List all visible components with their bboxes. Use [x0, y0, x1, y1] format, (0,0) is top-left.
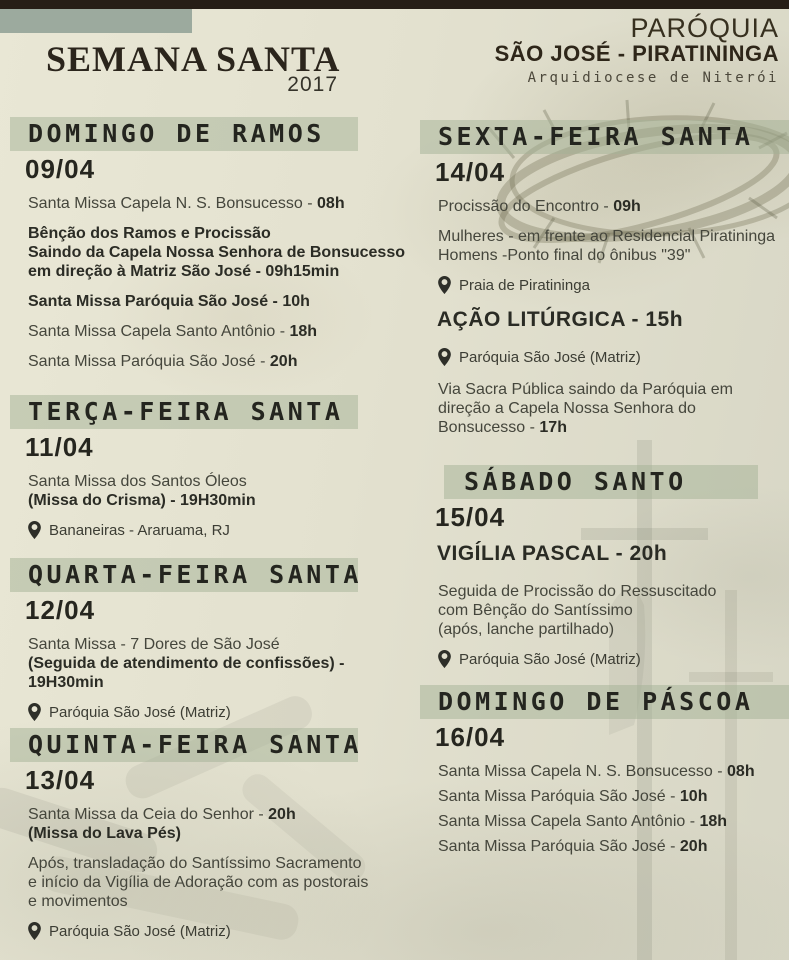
- text-segment: Santa Missa da Ceia do Senhor -: [28, 806, 269, 823]
- location-line: [438, 348, 789, 366]
- text-segment: Santa Missa Paróquia São José -: [438, 788, 680, 805]
- schedule-entry: [28, 635, 414, 692]
- location-pin-icon: [28, 703, 41, 721]
- location-line: [28, 922, 414, 940]
- section-pascoa: [420, 685, 789, 862]
- section-sabado: [420, 465, 789, 682]
- text-segment: 10h: [679, 788, 708, 805]
- text-segment: (Missa do Lava Pés): [28, 825, 181, 842]
- text-segment: e movimentos: [28, 893, 128, 910]
- archdiocese-label: Arquidiocese de Niterói: [527, 70, 779, 86]
- schedule-entry: [28, 472, 414, 510]
- schedule-entry: [438, 787, 789, 806]
- event-subheading: AÇÃO LITÚRGICA - 15h: [437, 308, 684, 331]
- section-title: QUINTA-FEIRA SANTA: [10, 728, 358, 762]
- section-quarta: [10, 558, 414, 735]
- location-line: [438, 276, 789, 294]
- location-text: Praia de Piratininga: [459, 276, 590, 294]
- schedule-entry: [28, 292, 414, 311]
- text-segment: Mulheres - em frente ao Residencial Piratininga: [438, 228, 776, 245]
- schedule-entry: [438, 197, 789, 216]
- text-segment: Bênção dos Ramos e Procissão: [28, 225, 271, 242]
- schedule-entry: [28, 322, 414, 341]
- schedule-entry: [438, 380, 789, 437]
- location-pin-icon: [438, 348, 451, 366]
- text-segment: Procissão do Encontro -: [438, 198, 614, 215]
- text-segment: Homens -Ponto final do ônibus "39": [438, 247, 691, 264]
- text-segment: Após, transladação do Santíssimo Sacramento: [28, 855, 362, 872]
- text-segment: Via Sacra Pública saindo da Paróquia em: [438, 381, 733, 398]
- location-line: [28, 703, 414, 721]
- location-pin-icon: [28, 521, 41, 539]
- section-title: TERÇA-FEIRA SANTA: [10, 395, 358, 429]
- schedule-entry: [438, 837, 789, 856]
- schedule-entry: [28, 805, 414, 843]
- schedule-entry: [438, 227, 789, 265]
- schedule-entry: [28, 194, 414, 213]
- schedule-entry: [28, 352, 414, 371]
- section-date: 15/04: [435, 502, 506, 532]
- schedule-entry: [438, 812, 789, 831]
- location-text: Paróquia São José (Matriz): [459, 348, 641, 366]
- right-column: [420, 0, 789, 960]
- section-quinta: [10, 728, 414, 954]
- text-segment: Santa Missa Capela Santo Antônio -: [28, 323, 290, 340]
- text-segment: 20h: [269, 353, 298, 370]
- text-segment: Saindo da Capela Nossa Senhora de Bonsucesso: [28, 244, 405, 261]
- text-segment: (Seguida de atendimento de confissões) - 19H30min: [28, 655, 345, 691]
- event-subheading: VIGÍLIA PASCAL - 20h: [437, 542, 668, 565]
- section-date: 16/04: [435, 722, 506, 752]
- text-segment: com Bênção do Santíssimo: [438, 602, 633, 619]
- text-segment: 08h: [727, 763, 755, 780]
- location-pin-icon: [28, 922, 41, 940]
- section-date: 12/04: [25, 595, 96, 625]
- text-segment: e início da Vigília de Adoração com as postorais: [28, 874, 369, 891]
- location-text: Paróquia São José (Matriz): [49, 922, 231, 940]
- text-segment: 20h: [679, 838, 708, 855]
- text-segment: Seguida de Procissão do Ressuscitado: [438, 583, 717, 600]
- section-ramos: [10, 117, 414, 382]
- section-sexta: [420, 120, 789, 448]
- text-segment: Santa Missa - 7 Dores de São José: [28, 636, 280, 653]
- text-segment: Santa Missa Paróquia São José -: [438, 838, 680, 855]
- section-date: 11/04: [25, 432, 94, 462]
- section-title: DOMINGO DE PÁSCOA: [420, 685, 789, 719]
- location-line: [28, 521, 414, 539]
- text-segment: (Missa do Crisma) - 19H30min: [28, 492, 256, 509]
- schedule-entry: [28, 854, 414, 911]
- text-segment: Santa Missa Capela Santo Antônio -: [438, 813, 700, 830]
- location-pin-icon: [438, 276, 451, 294]
- poster-year: 2017: [287, 73, 338, 96]
- text-segment: 08h: [317, 195, 345, 212]
- location-text: Paróquia São José (Matriz): [459, 650, 641, 668]
- schedule-entry: [438, 582, 789, 639]
- schedule-entry: [438, 762, 789, 781]
- location-line: [438, 650, 789, 668]
- text-segment: direção a Capela Nossa Senhora do: [438, 400, 696, 417]
- text-segment: Santa Missa Capela N. S. Bonsucesso -: [28, 195, 318, 212]
- section-date: 13/04: [25, 765, 96, 795]
- section-terca: [10, 395, 414, 553]
- text-segment: Santa Missa Capela N. S. Bonsucesso -: [438, 763, 728, 780]
- text-segment: Bonsucesso -: [438, 419, 540, 436]
- text-segment: Santa Missa Paróquia São José -: [28, 353, 270, 370]
- section-title: DOMINGO DE RAMOS: [10, 117, 358, 151]
- text-segment: 09h: [613, 198, 641, 215]
- text-segment: em direção à Matriz São José - 09h15min: [28, 263, 340, 280]
- location-text: Paróquia São José (Matriz): [49, 703, 231, 721]
- section-date: 09/04: [25, 154, 96, 184]
- text-segment: (após, lanche partilhado): [438, 621, 615, 638]
- section-title: SEXTA-FEIRA SANTA: [420, 120, 789, 154]
- text-segment: Santa Missa Paróquia São José - 10h: [28, 293, 310, 310]
- text-segment: 18h: [699, 813, 728, 830]
- location-text: Bananeiras - Araruama, RJ: [49, 521, 230, 539]
- poster-title: SEMANA SANTA: [46, 39, 341, 79]
- text-segment: 18h: [289, 323, 318, 340]
- left-column: [10, 0, 414, 960]
- schedule-entry: [28, 224, 414, 281]
- section-title: SÁBADO SANTO: [444, 465, 758, 499]
- section-title: QUARTA-FEIRA SANTA: [10, 558, 358, 592]
- text-segment: 20h: [268, 806, 296, 823]
- text-segment: 17h: [539, 419, 567, 436]
- parish-name: SÃO JOSÉ - PIRATININGA: [494, 41, 779, 66]
- text-segment: Santa Missa dos Santos Óleos: [28, 473, 247, 490]
- section-date: 14/04: [435, 157, 506, 187]
- location-pin-icon: [438, 650, 451, 668]
- parish-label: PARÓQUIA: [630, 13, 779, 43]
